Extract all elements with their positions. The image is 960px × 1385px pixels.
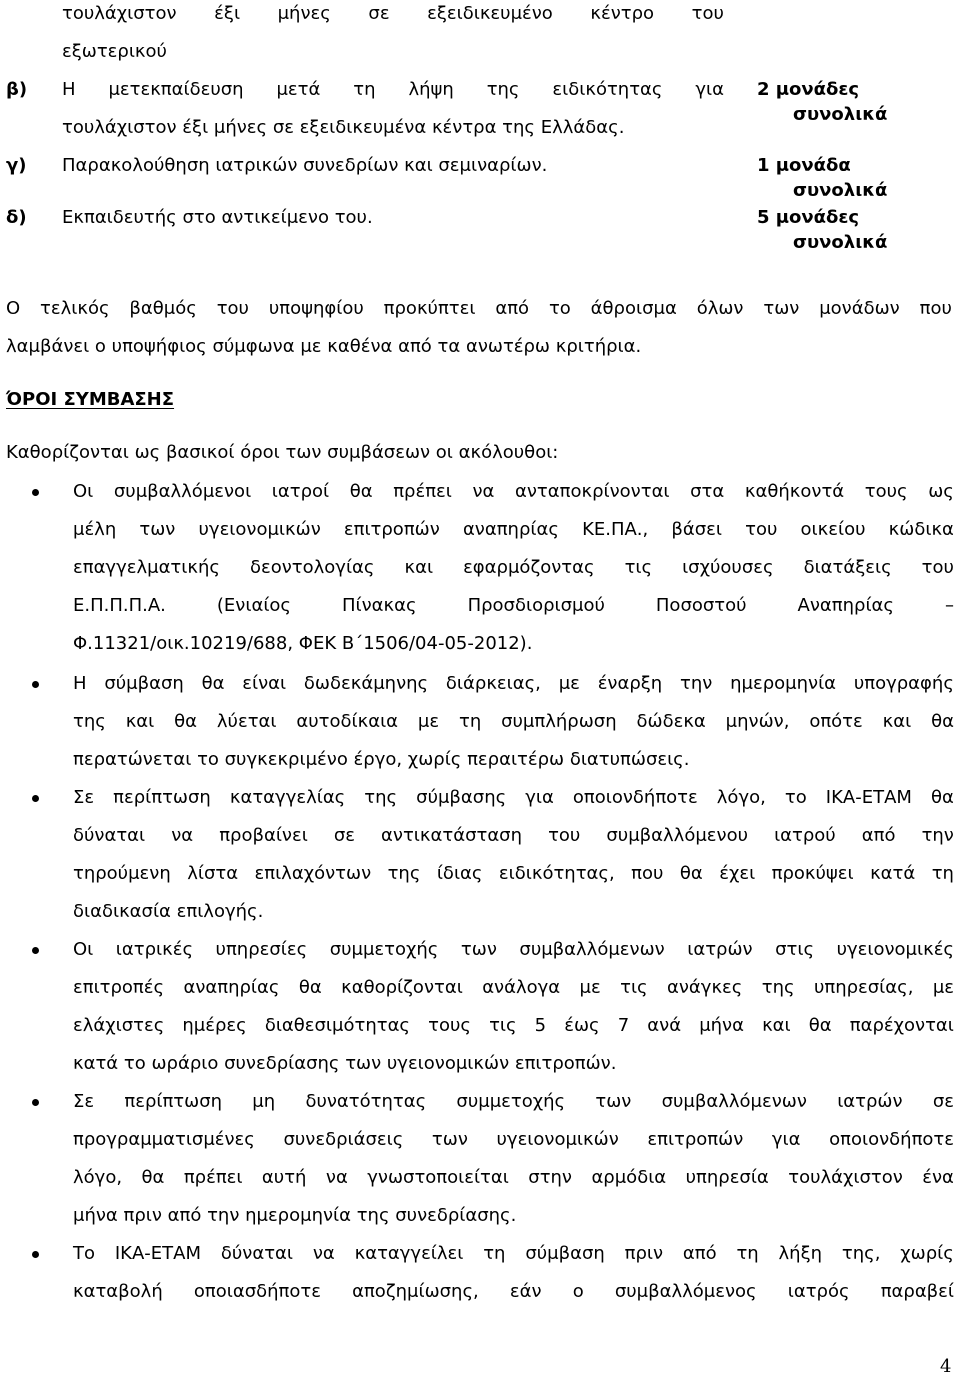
word: καταγγείλει: [354, 1243, 464, 1264]
word: μήνα: [699, 1015, 744, 1036]
word: κώδικα: [888, 519, 954, 540]
word: ιατρών: [837, 1091, 903, 1112]
word: και: [762, 1015, 791, 1036]
word: συμπλήρωση: [501, 711, 617, 732]
bullet-text-line: περατώνεται το συγκεκριμένο έργο, χωρίς περαιτέρω διατυπώσεις.: [73, 749, 690, 770]
word: μετεκπαίδευση: [108, 79, 244, 100]
word: προβαίνει: [219, 825, 308, 846]
word: συμμετοχής: [456, 1091, 566, 1112]
word: ως: [928, 481, 954, 502]
section-heading: ΌΡΟΙ ΣΥΜΒΑΣΗΣ: [6, 389, 175, 410]
word: στα: [690, 481, 725, 502]
word: υποψηφίου: [268, 298, 364, 319]
word: σύμβαση: [104, 673, 184, 694]
word: (Ενιαίος: [216, 595, 291, 616]
word: τους: [428, 1015, 471, 1036]
bullet-text-line: [73, 1129, 954, 1151]
word: μέλη: [73, 519, 117, 540]
word: είναι: [242, 673, 287, 694]
word: ανάγκες: [667, 977, 743, 998]
word: οποιονδήποτε: [572, 787, 698, 808]
word: θα: [931, 711, 954, 732]
word: Αναπηρίας: [797, 595, 894, 616]
word: έχει: [719, 863, 756, 884]
word: του: [691, 3, 724, 24]
word: διαθεσιμότητας: [264, 1015, 410, 1036]
word: των: [595, 1091, 632, 1112]
bullet-text-line: [73, 1015, 954, 1037]
word: τη: [931, 863, 954, 884]
bullet-text-line: [73, 1281, 954, 1303]
word: να: [171, 825, 194, 846]
word: βαθμός: [129, 298, 197, 319]
word: στις: [775, 939, 815, 960]
word: εάν: [509, 1281, 542, 1302]
word: συμβαλλόμενοι: [113, 481, 252, 502]
word: τις: [624, 557, 653, 578]
word: ένα: [922, 1167, 954, 1188]
word: των: [139, 519, 176, 540]
bullet-text-line: [73, 557, 954, 579]
bullet-text-line: [73, 825, 954, 847]
word: που: [631, 863, 664, 884]
word: ΚΕ.ΠΑ.,: [582, 519, 649, 540]
word: των: [460, 939, 497, 960]
word: του: [745, 519, 778, 540]
word: της: [387, 863, 421, 884]
word: ελάχιστες: [73, 1015, 165, 1036]
word: 5: [534, 1015, 547, 1036]
word: πριν: [624, 1243, 664, 1264]
bullet-text-line: [73, 863, 954, 885]
word: ημερομηνία: [730, 673, 837, 694]
word: Η: [73, 673, 87, 694]
word: κατά: [870, 863, 916, 884]
word: δυνατότητας: [305, 1091, 427, 1112]
word: παρέχονται: [849, 1015, 954, 1036]
bullet-text-line: μήνα πριν από την ημερομηνία της συνεδρίασης.: [73, 1205, 517, 1226]
word: 7: [617, 1015, 630, 1036]
word: αναπηρίας: [183, 977, 280, 998]
word: αυτοδίκαια: [296, 711, 399, 732]
word: Ποσοστού: [655, 595, 747, 616]
word: θα: [174, 711, 198, 732]
word: με: [932, 977, 954, 998]
criterion-gamma-line-1: Παρακολούθηση ιατρικών συνεδρίων και σεμιναρίων.: [62, 155, 548, 176]
word: ΙΚΑ-ΕΤΑΜ: [114, 1243, 201, 1264]
summary-line-2: λαμβάνει ο υποψήφιος σύμφωνα με καθένα από τα ανωτέρω κριτήρια.: [6, 336, 642, 357]
word: επιτροπών: [647, 1129, 744, 1150]
word: Ο: [6, 298, 21, 319]
bullet-marker: [32, 947, 39, 954]
word: αναπηρίας: [462, 519, 559, 540]
word: να: [312, 1243, 335, 1264]
word: σε: [932, 1091, 954, 1112]
word: οικείου: [800, 519, 866, 540]
word: θα: [349, 481, 373, 502]
word: από: [861, 825, 896, 846]
word: καθορίζονται: [341, 977, 463, 998]
word: υπογραφής: [853, 673, 954, 694]
word: αποζημίωσης,: [352, 1281, 479, 1302]
word: από: [682, 1243, 717, 1264]
criterion-marker: γ): [6, 155, 27, 176]
word: λόγο,: [73, 1167, 123, 1188]
word: της: [73, 711, 106, 732]
word: έως: [564, 1015, 600, 1036]
bullet-text-line: [73, 481, 954, 503]
word: για: [525, 787, 554, 808]
word: και: [125, 711, 155, 732]
word: συμβαλλόμενος: [614, 1281, 757, 1302]
word: άθροισμα: [590, 298, 677, 319]
criterion-alpha-line-2: εξωτερικού: [62, 41, 167, 62]
word: τουλάχιστον: [62, 3, 177, 24]
word: επιτροπές: [73, 977, 165, 998]
word: της: [761, 977, 795, 998]
bullet-text-line: [73, 711, 954, 733]
word: υπηρεσίες: [215, 939, 308, 960]
word: υπηρεσία: [685, 1167, 769, 1188]
word: παραβεί: [880, 1281, 954, 1302]
word: να: [325, 1167, 348, 1188]
word: το: [548, 298, 571, 319]
word: αρμόδια: [591, 1167, 667, 1188]
word: θα: [679, 863, 703, 884]
word: περίπτωση: [113, 787, 211, 808]
word: καθήκοντά: [744, 481, 845, 502]
word: οποιασδήποτε: [193, 1281, 321, 1302]
word: μήνες: [277, 3, 331, 24]
bullet-marker: [32, 795, 39, 802]
word: σε: [368, 3, 390, 24]
criterion-points: 2 μονάδες: [757, 79, 860, 100]
word: καταγγελίας: [229, 787, 346, 808]
word: την: [921, 825, 954, 846]
criterion-marker: β): [6, 79, 28, 100]
word: λήψη: [408, 79, 454, 100]
word: για: [695, 79, 724, 100]
bullet-text-line: διαδικασία επιλογής.: [73, 901, 264, 922]
word: Οι: [73, 481, 94, 502]
criterion-points: 5 μονάδες: [757, 207, 860, 228]
word: ιατρός: [787, 1281, 850, 1302]
word: ειδικότητας,: [498, 863, 615, 884]
word: κέντρο: [590, 3, 655, 24]
word: λίστα: [187, 863, 239, 884]
criterion-points: 1 μονάδα: [757, 155, 851, 176]
word: δωδεκάμηνης: [303, 673, 429, 694]
word: προκύψει: [771, 863, 854, 884]
word: πρέπει: [183, 1167, 243, 1188]
bullet-marker: [32, 681, 39, 688]
word: τις: [620, 977, 648, 998]
word: δώδεκα: [636, 711, 706, 732]
word: τη: [483, 1243, 506, 1264]
word: ημέρες: [182, 1015, 247, 1036]
word: με: [558, 673, 580, 694]
bullet-text-line: [73, 595, 954, 617]
word: Σε: [73, 1091, 95, 1112]
word: του: [548, 825, 581, 846]
word: ανά: [647, 1015, 682, 1036]
word: και: [882, 711, 912, 732]
criterion-marker: δ): [6, 207, 27, 228]
bullet-text-line: [73, 977, 954, 999]
word: υγειονομικών: [496, 1129, 619, 1150]
word: για: [771, 1129, 801, 1150]
word: στην: [528, 1167, 572, 1188]
word: την: [680, 673, 713, 694]
word: επιτροπών: [343, 519, 440, 540]
word: θα: [201, 673, 225, 694]
word: διάρκειας,: [445, 673, 541, 694]
word: θα: [808, 1015, 832, 1036]
word: πρέπει: [393, 481, 452, 502]
word: καταβολή: [73, 1281, 163, 1302]
word: της: [364, 787, 398, 808]
word: λόγο,: [716, 787, 766, 808]
word: που: [919, 298, 952, 319]
word: των: [431, 1129, 468, 1150]
word: με: [579, 977, 601, 998]
word: μηνών,: [725, 711, 790, 732]
word: Οι: [73, 939, 94, 960]
word: διατάξεις: [803, 557, 892, 578]
word: μονάδων: [819, 298, 900, 319]
word: Το: [73, 1243, 96, 1264]
word: Ε.Π.Π.Π.Α.: [73, 595, 166, 616]
word: τις: [489, 1015, 517, 1036]
criterion-points-suffix: συνολικά: [793, 232, 888, 253]
word: συνεδριάσεις: [283, 1129, 404, 1150]
word: τουλάχιστον: [788, 1167, 903, 1188]
word: τη: [736, 1243, 759, 1264]
word: θα: [298, 977, 322, 998]
word: του: [216, 298, 249, 319]
word: εξειδικευμένο: [427, 3, 553, 24]
word: της: [486, 79, 520, 100]
word: ιατροί: [271, 481, 330, 502]
word: συμμετοχής: [329, 939, 439, 960]
page-number: 4: [940, 1356, 952, 1377]
word: μετά: [276, 79, 321, 100]
word: να: [472, 481, 495, 502]
bullet-marker: [32, 1099, 39, 1106]
bullet-text-line: Φ.11321/οικ.10219/688, ΦΕΚ Β΄1506/04-05-2012).: [73, 633, 533, 654]
word: επαγγελματικής: [73, 557, 220, 578]
word: με: [417, 711, 440, 732]
bullet-text-line: κατά το ωράριο συνεδρίασης των υγειονομικών επιτροπών.: [73, 1053, 617, 1074]
word: των: [763, 298, 800, 319]
word: τη: [458, 711, 482, 732]
bullet-text-line: [73, 519, 954, 541]
word: δεοντολογίας: [249, 557, 375, 578]
word: από: [495, 298, 530, 319]
criterion-beta-line-2: τουλάχιστον έξι μήνες σε εξειδικευμένα κέντρα της Ελλάδας.: [62, 117, 625, 138]
word: σε: [333, 825, 355, 846]
word: του: [921, 557, 954, 578]
criterion-beta-line-1: [62, 79, 724, 101]
criterion-points-suffix: συνολικά: [793, 104, 888, 125]
word: επιλαχόντων: [254, 863, 372, 884]
word: λήξη: [778, 1243, 823, 1264]
word: και: [404, 557, 434, 578]
word: συμβαλλόμενων: [661, 1091, 807, 1112]
word: ανταποκρίνονται: [515, 481, 670, 502]
word: ανάλογα: [482, 977, 561, 998]
word: προγραμματισμένες: [73, 1129, 255, 1150]
word: αυτή: [261, 1167, 307, 1188]
word: μη: [252, 1091, 276, 1112]
word: λύεται: [216, 711, 277, 732]
bullet-marker: [32, 1251, 39, 1258]
word: γνωστοποιείται: [367, 1167, 509, 1188]
word: θα: [141, 1167, 165, 1188]
word: ισχύουσες: [682, 557, 774, 578]
word: της,: [841, 1243, 881, 1264]
section-intro: Καθορίζονται ως βασικοί όροι των συμβάσεων οι ακόλουθοι:: [6, 442, 559, 463]
word: ΙΚΑ-ΕΤΑΜ: [825, 787, 912, 808]
word: το: [784, 787, 807, 808]
bullet-text-line: [73, 787, 954, 809]
word: ειδικότητας: [552, 79, 663, 100]
criterion-delta-line-1: Εκπαιδευτής στο αντικείμενο του.: [62, 207, 373, 228]
word: υπηρεσίας,: [813, 977, 914, 998]
bullet-marker: [32, 489, 39, 496]
word: δύναται: [220, 1243, 293, 1264]
word: συμβαλλόμενου: [606, 825, 748, 846]
word: σύμβαση: [525, 1243, 605, 1264]
word: –: [944, 595, 954, 616]
word: ίδιας: [436, 863, 483, 884]
word: τη: [353, 79, 376, 100]
criterion-points-suffix: συνολικά: [793, 180, 888, 201]
word: ιατρών: [687, 939, 753, 960]
word: τελικός: [40, 298, 110, 319]
word: οποιονδήποτε: [829, 1129, 954, 1150]
word: υγειονομικών: [198, 519, 321, 540]
word: έναρξη: [597, 673, 663, 694]
word: Προσδιορισμού: [467, 595, 605, 616]
word: συμβαλλόμενων: [519, 939, 665, 960]
word: Πίνακας: [341, 595, 417, 616]
summary-line-1: [6, 298, 952, 320]
word: σύμβασης: [416, 787, 507, 808]
word: Σε: [73, 787, 95, 808]
word: Η: [62, 79, 76, 100]
word: θα: [930, 787, 954, 808]
word: δύναται: [73, 825, 146, 846]
word: αντικατάσταση: [381, 825, 522, 846]
word: τους: [864, 481, 908, 502]
word: ο: [572, 1281, 584, 1302]
word: όλων: [696, 298, 744, 319]
bullet-text-line: [73, 1091, 954, 1113]
word: ιατρικές: [115, 939, 194, 960]
word: ιατρού: [774, 825, 836, 846]
word: προκύπτει: [383, 298, 476, 319]
bullet-text-line: [73, 1243, 954, 1265]
word: οπότε: [809, 711, 863, 732]
word: εφαρμόζοντας: [463, 557, 595, 578]
bullet-text-line: [73, 673, 954, 695]
word: χωρίς: [900, 1243, 954, 1264]
bullet-text-line: [73, 939, 954, 961]
word: έξι: [214, 3, 241, 24]
word: υγειονομικές: [836, 939, 954, 960]
word: τηρούμενη: [73, 863, 171, 884]
word: βάσει: [671, 519, 722, 540]
word: περίπτωση: [124, 1091, 223, 1112]
criterion-alpha-line-1: [62, 3, 724, 25]
bullet-text-line: [73, 1167, 954, 1189]
